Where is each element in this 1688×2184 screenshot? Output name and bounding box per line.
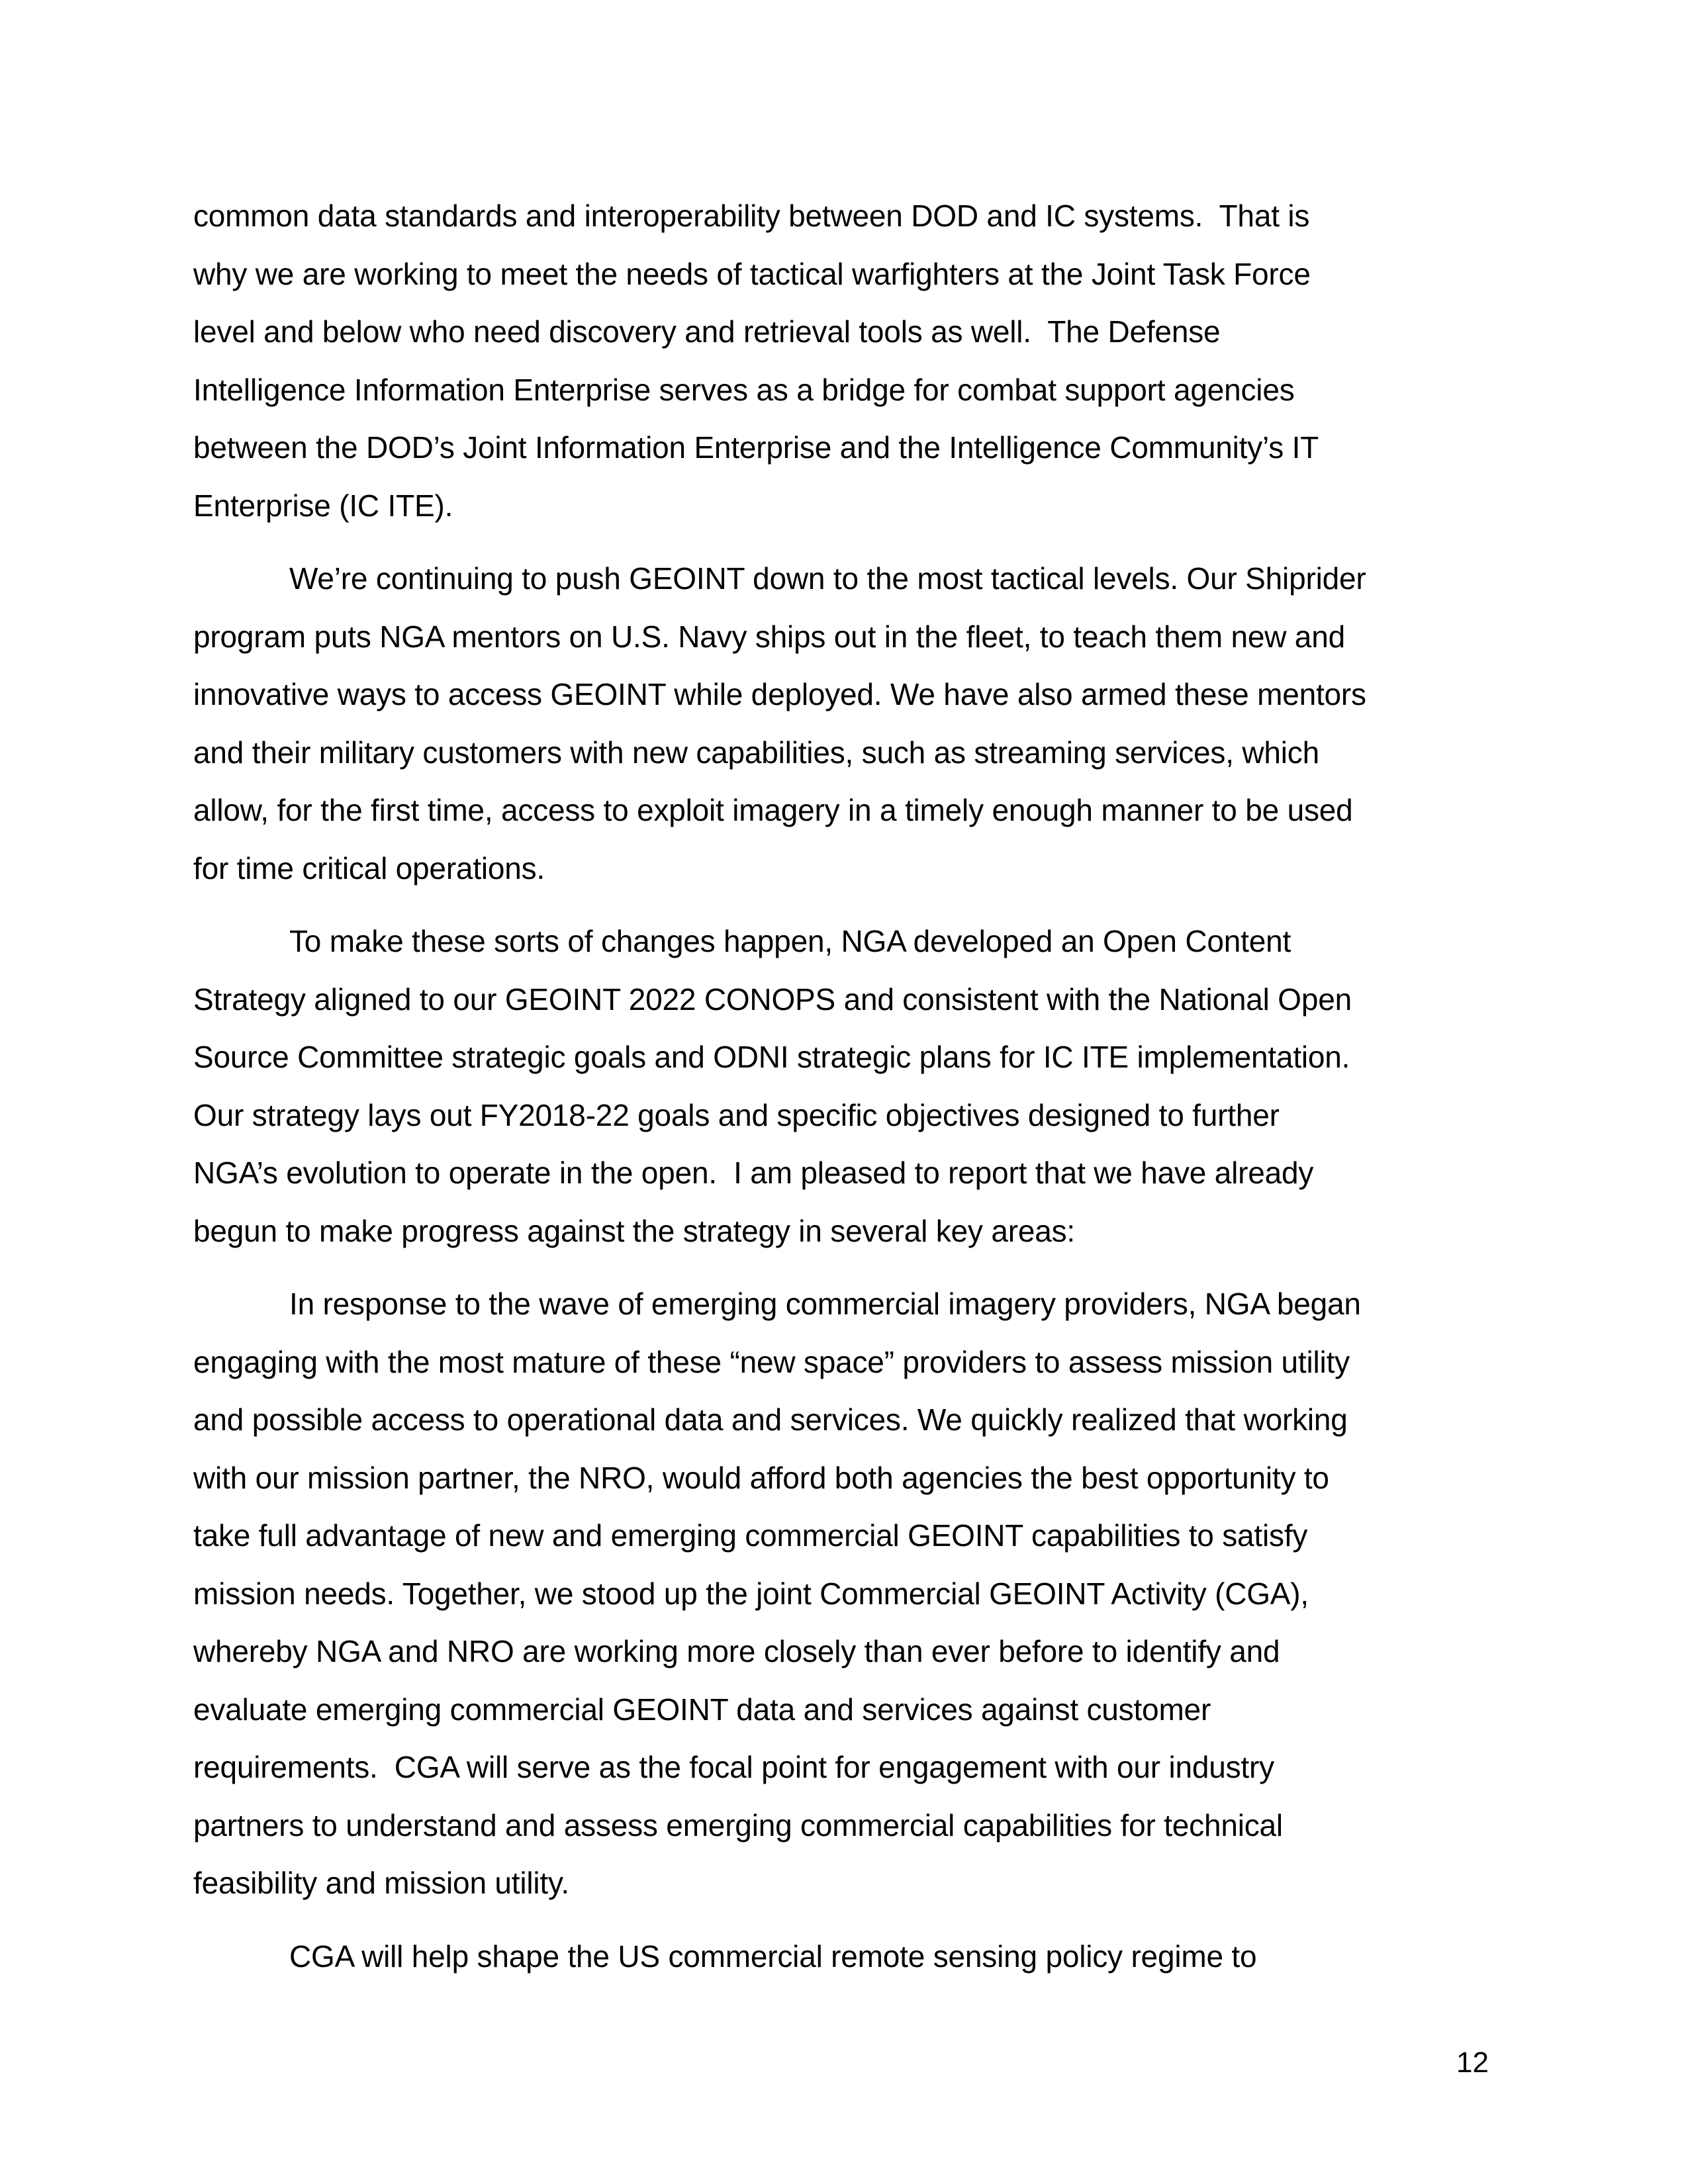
text-line: allow, for the first time, access to exploit imagery in a timely enough manner to be used: [193, 793, 1353, 827]
text-line: partners to understand and assess emerging commercial capabilities for technical: [193, 1807, 1283, 1843]
text-line: between the DOD’s Joint Information Enterprise and the Intelligence Community’s IT: [193, 430, 1319, 465]
text-line: innovative ways to access GEOINT while deployed. We have also armed these mentors: [193, 677, 1366, 711]
paragraph: [193, 550, 1550, 897]
text-line: engaging with the most mature of these “new space” providers to assess mission utility: [193, 1344, 1350, 1379]
text-line: NGA’s evolution to operate in the open. I am pleased to report that we have already: [193, 1156, 1314, 1190]
text-line: with our mission partner, the NRO, would afford both agencies the best opportunity to: [193, 1460, 1329, 1495]
text-line: and their military customers with new capabilities, such as streaming services, which: [193, 735, 1319, 770]
text-line: Intelligence Information Enterprise serves as a bridge for combat support agencies: [193, 372, 1295, 407]
text-line: why we are working to meet the needs of tactical warfighters at the Joint Task Force: [193, 256, 1311, 291]
document-body: [193, 187, 1550, 2001]
text-line: and possible access to operational data and services. We quickly realized that working: [193, 1402, 1348, 1437]
page-number: 12: [1456, 2046, 1489, 2079]
text-line: evaluate emerging commercial GEOINT data and services against customer: [193, 1692, 1211, 1727]
text-line: mission needs. Together, we stood up the joint Commercial GEOINT Activity (CGA),: [193, 1576, 1309, 1611]
text-line: begun to make progress against the strategy in several key areas:: [193, 1213, 1075, 1248]
text-line: Strategy aligned to our GEOINT 2022 CONOPS and consistent with the National Open: [193, 981, 1352, 1017]
text-line: In response to the wave of emerging commercial imagery providers, NGA began: [289, 1287, 1361, 1321]
text-line: Our strategy lays out FY2018-22 goals and specific objectives designed to further: [193, 1097, 1280, 1132]
text-line: requirements. CGA will serve as the focal point for engagement with our industry: [193, 1750, 1274, 1784]
text-line: feasibility and mission utility.: [193, 1866, 569, 1900]
text-line: whereby NGA and NRO are working more closely than ever before to identify and: [193, 1634, 1280, 1668]
text-line: for time critical operations.: [193, 850, 545, 886]
text-line: To make these sorts of changes happen, NGA developed an Open Content: [289, 924, 1291, 958]
paragraph: [193, 187, 1550, 535]
text-line: program puts NGA mentors on U.S. Navy ships out in the fleet, to teach them new and: [193, 619, 1345, 654]
text-line: We’re continuing to push GEOINT down to the most tactical levels. Our Shiprider: [289, 561, 1366, 596]
paragraph: [193, 913, 1550, 1260]
paragraph: [193, 1928, 1550, 1986]
text-line: Enterprise (IC ITE).: [193, 488, 453, 523]
paragraph: [193, 1275, 1550, 1913]
text-line: Source Committee strategic goals and ODNI strategic plans for IC ITE implementation.: [193, 1040, 1350, 1074]
text-line: common data standards and interoperability between DOD and IC systems. That is: [193, 199, 1310, 233]
text-line: CGA will help shape the US commercial remote sensing policy regime to: [289, 1938, 1257, 1974]
text-line: level and below who need discovery and retrieval tools as well. The Defense: [193, 314, 1221, 349]
text-line: take full advantage of new and emerging commercial GEOINT capabilities to satisfy: [193, 1518, 1308, 1553]
